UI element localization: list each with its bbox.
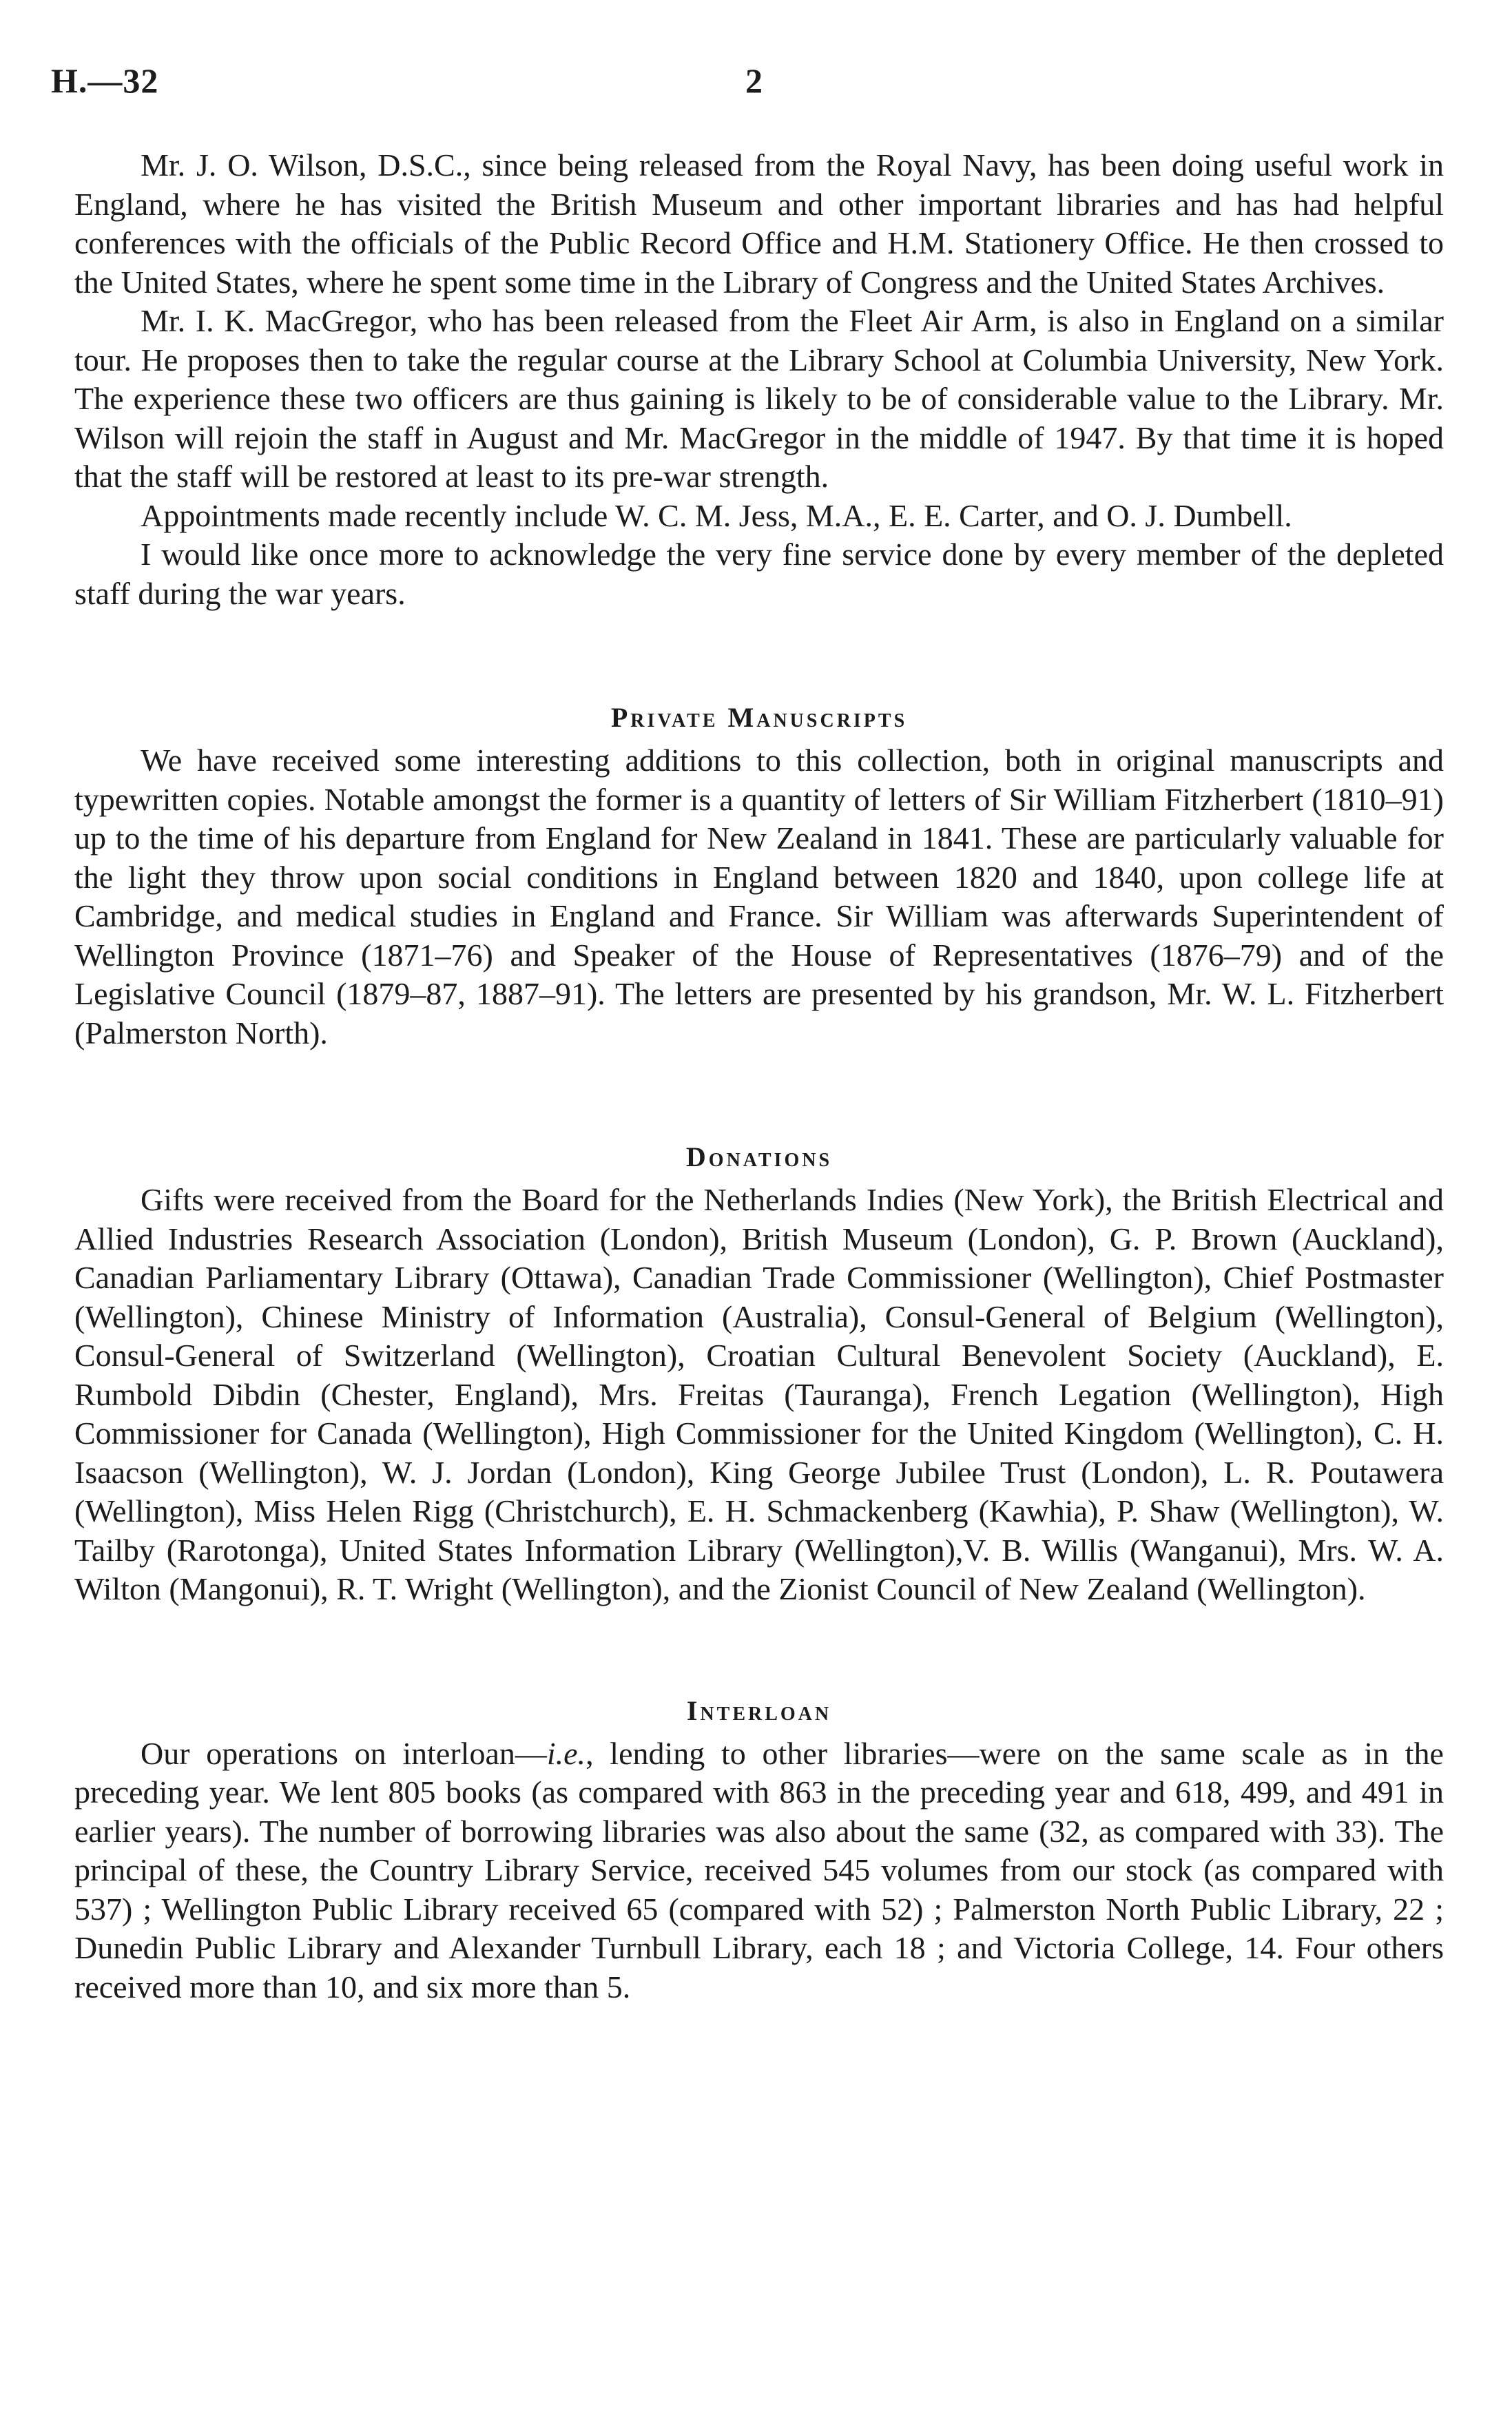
- paragraph-appointments: Appointments made recently include W. C. M. Jess, M.A., E. E. Carter, and O. J. Dumbell.: [141, 497, 1292, 533]
- private-manuscripts-section: [74, 698, 1444, 1053]
- interloan-ie: i.e.: [546, 1735, 586, 1771]
- staff-section: [74, 146, 1444, 613]
- page-body: [74, 146, 1444, 2007]
- page-number: 2: [745, 61, 763, 100]
- paragraph-acknowledgement: I would like once more to acknowledge the very fine service done by every member of the depleted staff during the war years.: [74, 537, 1444, 611]
- section-heading-donations: Donations: [685, 1141, 833, 1172]
- page-header: [51, 61, 1456, 116]
- paragraph-private-manuscripts: We have received some interesting additions to this collection, both in original manuscripts and typewritten copies. Notable amongst the former is a quantity of letters of Sir William Fitzherbert (1810–91) up to the time of his departure from England for New Zealand in 1841. These are particularly valuable for the light they throw upon social conditions in England between 1820 and 1840, upon college life at Cambridge, and medical studies in England and France. Sir William was afterwards Superintendent of Wellington Province (1871–76) and Speaker of the House of Representatives (1876–79) and of the Legislative Council (1879–87, 1887–91). The letters are presented by his grandson, Mr. W. L. Fitzherbert (Palmerston North).: [74, 743, 1444, 1050]
- donations-section: [74, 1138, 1444, 1609]
- paragraph-wilson: Mr. J. O. Wilson, D.S.C., since being released from the Royal Navy, has been doing useful work in England, where he has visited the British Museum and other important libraries and has had helpful conferences with the officials of the Public Record Office and H.M. Stationery Office. He then crossed to the United States, where he spent some time in the Library of Congress and the United States Archives.: [74, 147, 1444, 300]
- interloan-body: , lending to other libraries—were on the same scale as in the preceding year. We lent 805 books (as compared with 863 in the preceding year and 618, 499, and 491 in earlier years). The number of borrowing libraries was also about the same (32, as compared with 33). The principal of these, the Country Library Service, received 545 volumes from our stock (as compared with 537) ; Wellington Public Library received 65 (compared with 52) ; Palmerston North Public Library, 22 ; Dunedin Public Library and Alexander Turnbull Library, each 18 ; and Victoria College, 14. Four others received more than 10, and six more than 5.: [74, 1735, 1444, 2004]
- interloan-section: [74, 1692, 1444, 2007]
- section-heading-private-manuscripts: Private Manuscripts: [610, 702, 908, 733]
- paragraph-interloan: [74, 1734, 1444, 2007]
- paragraph-donations: Gifts were received from the Board for the Netherlands Indies (New York), the British Electrical and Allied Industries Research Association (London), British Museum (London), G. P. Brown (Auckland), Canadian Parliamentary Library (Ottawa), Canadian Trade Commissioner (Wellington), Chief Postmaster (Wellington), Chinese Ministry of Information (Australia), Consul-General of Belgium (Wellington), Consul-General of Switzerland (Wellington), Croatian Cultural Benevolent Society (Auckland), E. Rumbold Dibdin (Chester, England), Mrs. Freitas (Tauranga), French Legation (Wellington), High Commissioner for Canada (Wellington), High Commissioner for the United Kingdom (Wellington), C. H. Isaacson (Wellington), W. J. Jordan (London), King George Jubilee Trust (London), L. R. Poutawera (Wellington), Miss Helen Rigg (Christchurch), E. H. Schmackenberg (Kawhia), P. Shaw (Wellington), W. Tailby (Rarotonga), United States Information Library (Wellington),V. B. Willis (Wanganui), Mrs. W. A. Wilton (Mangonui), R. T. Wright (Wellington), and the Zionist Council of New Zealand (Wellington).: [74, 1182, 1444, 1606]
- interloan-intro: Our operations on interloan—: [141, 1735, 547, 1771]
- paragraph-macgregor: Mr. I. K. MacGregor, who has been released from the Fleet Air Arm, is also in England on a similar tour. He proposes then to take the regular course at the Library School at Columbia University, New York. The experience these two officers are thus gaining is likely to be of considerable value to the Library. Mr. Wilson will rejoin the staff in August and Mr. MacGregor in the middle of 1947. By that time it is hoped that the staff will be restored at least to its pre-war strength.: [74, 303, 1444, 494]
- document-reference: H.—32: [51, 61, 159, 100]
- section-heading-interloan: Interloan: [686, 1695, 832, 1726]
